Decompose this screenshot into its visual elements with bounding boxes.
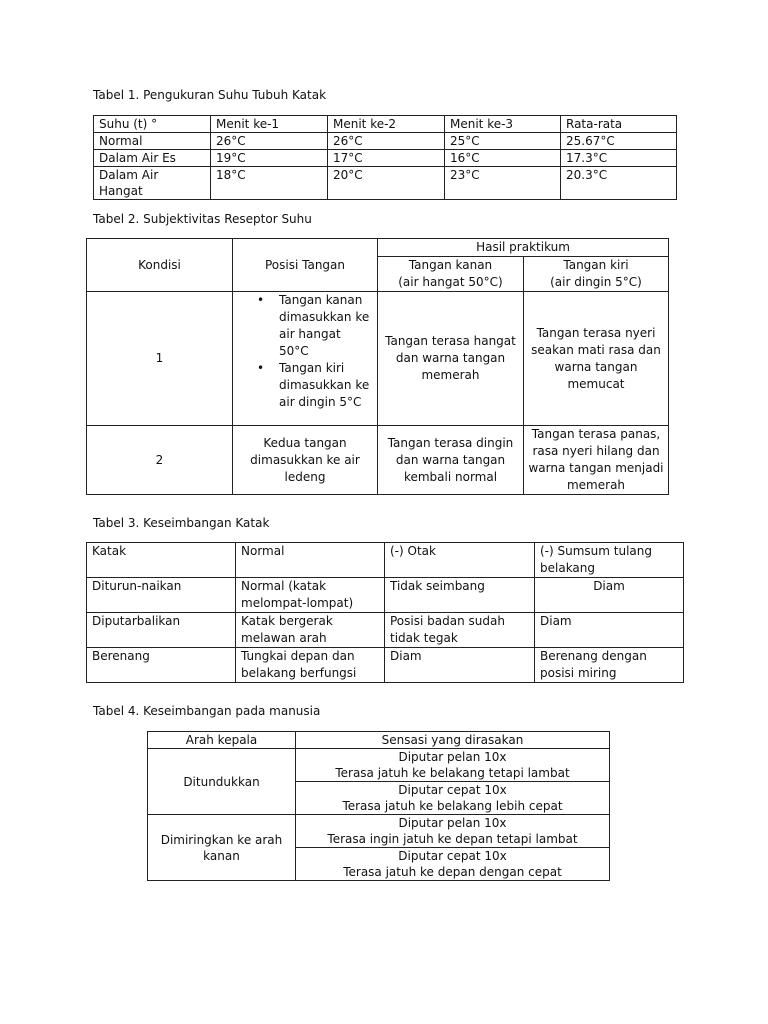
table2-header-kanan-title: Tangan kanan: [408, 258, 493, 272]
table4-sensasi-cell: [296, 782, 610, 815]
table2-posisi-cell: Kedua tangan dimasukkan ke air ledeng: [233, 426, 378, 495]
table3-header-cell: (-) Otak: [385, 543, 535, 578]
table4-sensasi-cell: [296, 749, 610, 782]
table1-cell: 26°C: [328, 133, 445, 150]
table1-cell: Dalam Air Es: [94, 150, 211, 167]
table4: [147, 731, 610, 881]
table4-caption: Tabel 4. Keseimbangan pada manusia: [93, 704, 321, 718]
table-row: [87, 648, 684, 683]
table1-cell: 23°C: [445, 167, 561, 200]
table3-cell: Berenang dengan posisi miring: [535, 648, 684, 683]
list-item-text: Tangan kiri dimasukkan ke air dingin 5°C: [279, 361, 370, 409]
table3-cell: Diam: [535, 613, 684, 648]
table-row: [94, 167, 677, 200]
table1-cell: 26°C: [211, 133, 328, 150]
posisi-bullet-list: [249, 292, 371, 411]
table2-caption: Tabel 2. Subjektivitas Reseptor Suhu: [93, 212, 312, 226]
table-row: [87, 426, 669, 495]
table1-cell: 25.67°C: [561, 133, 677, 150]
list-item: [257, 292, 371, 360]
table2-kondisi-cell: 2: [87, 426, 233, 495]
table3-cell: Berenang: [87, 648, 236, 683]
table3-cell: Tungkai depan dan belakang berfungsi: [236, 648, 385, 683]
table2-kanan-cell: Tangan terasa dingin dan warna tangan kembali normal: [378, 426, 524, 495]
table-row: [148, 732, 610, 749]
sensasi-putaran: Diputar cepat 10x: [398, 849, 507, 863]
table-row: [148, 749, 610, 782]
table3-cell: Diturun-naikan: [87, 578, 236, 613]
table-row: [87, 239, 669, 257]
table4-header-sensasi: Sensasi yang dirasakan: [296, 732, 610, 749]
table1-cell: 17.3°C: [561, 150, 677, 167]
table1-header-cell: Menit ke-3: [445, 116, 561, 133]
sensasi-putaran: Diputar pelan 10x: [398, 750, 507, 764]
table1-caption: Tabel 1. Pengukuran Suhu Tubuh Katak: [93, 88, 327, 102]
table3-caption: Tabel 3. Keseimbangan Katak: [93, 516, 270, 530]
table1-header-cell: Menit ke-1: [211, 116, 328, 133]
list-item-text: Tangan kanan dimasukkan ke air hangat 50°C: [279, 293, 370, 358]
table2-kondisi-cell: 1: [87, 292, 233, 426]
table1-cell: 20°C: [328, 167, 445, 200]
table1-cell: 19°C: [211, 150, 328, 167]
sensasi-putaran: Diputar pelan 10x: [398, 816, 507, 830]
table3: [86, 542, 684, 683]
table3-cell: Katak bergerak melawan arah: [236, 613, 385, 648]
table1-cell: 18°C: [211, 167, 328, 200]
table2-kiri-cell: Tangan terasa nyeri seakan mati rasa dan warna tangan memucat: [524, 292, 669, 426]
table1-cell: 25°C: [445, 133, 561, 150]
table4-sensasi-cell: [296, 848, 610, 881]
sensasi-rasa: Terasa ingin jatuh ke depan tetapi lambat: [327, 832, 578, 846]
table3-cell: Tidak seimbang: [385, 578, 535, 613]
table2-header-kiri: [524, 257, 669, 292]
table2-kiri-cell: Tangan terasa panas, rasa nyeri hilang dan warna tangan menjadi memerah: [524, 426, 669, 495]
sensasi-rasa: Terasa jatuh ke belakang lebih cepat: [342, 799, 563, 813]
table3-header-cell: Katak: [87, 543, 236, 578]
table2-header-hasil: Hasil praktikum: [378, 239, 669, 257]
table2-header-kanan: [378, 257, 524, 292]
table3-cell: Diam: [535, 578, 684, 613]
table2-kanan-cell: Tangan terasa hangat dan warna tangan memerah: [378, 292, 524, 426]
bullet-icon: •: [257, 361, 265, 375]
table4-arah-cell: Ditundukkan: [148, 749, 296, 815]
table-row: [94, 133, 677, 150]
table-row: [94, 150, 677, 167]
table2-header-kanan-sub: (air hangat 50°C): [398, 275, 503, 289]
table1-cell: 20.3°C: [561, 167, 677, 200]
table4-header-arah: Arah kepala: [148, 732, 296, 749]
sensasi-putaran: Diputar cepat 10x: [398, 783, 507, 797]
table1-header-cell: Suhu (t) °: [94, 116, 211, 133]
table3-header-cell: Normal: [236, 543, 385, 578]
bullet-icon: •: [257, 293, 265, 307]
table-row: [87, 578, 684, 613]
table4-sensasi-cell: [296, 815, 610, 848]
table-row: [87, 292, 669, 426]
table1: [93, 115, 677, 200]
table1-cell: Normal: [94, 133, 211, 150]
table2: [86, 238, 669, 495]
table-row: [148, 815, 610, 848]
sensasi-rasa: Terasa jatuh ke belakang tetapi lambat: [335, 766, 570, 780]
table-row: [94, 116, 677, 133]
table2-posisi-cell: [233, 292, 378, 426]
table2-header-posisi: Posisi Tangan: [233, 239, 378, 292]
table1-cell: 16°C: [445, 150, 561, 167]
table2-header-kiri-sub: (air dingin 5°C): [550, 275, 642, 289]
table3-cell: Diputarbalikan: [87, 613, 236, 648]
sensasi-rasa: Terasa jatuh ke depan dengan cepat: [343, 865, 562, 879]
table3-cell: Posisi badan sudah tidak tegak: [385, 613, 535, 648]
list-item: [257, 360, 371, 411]
table3-header-cell: (-) Sumsum tulang belakang: [535, 543, 684, 578]
table-row: [87, 613, 684, 648]
table2-header-kondisi: Kondisi: [87, 239, 233, 292]
table1-cell: 17°C: [328, 150, 445, 167]
table3-cell: Diam: [385, 648, 535, 683]
table1-cell: Dalam Air Hangat: [94, 167, 211, 200]
table1-header-cell: Rata-rata: [561, 116, 677, 133]
table1-header-cell: Menit ke-2: [328, 116, 445, 133]
table-row: [87, 543, 684, 578]
table2-header-kiri-title: Tangan kiri: [563, 258, 629, 272]
table3-cell: Normal (katak melompat-lompat): [236, 578, 385, 613]
table4-arah-cell: Dimiringkan ke arah kanan: [148, 815, 296, 881]
